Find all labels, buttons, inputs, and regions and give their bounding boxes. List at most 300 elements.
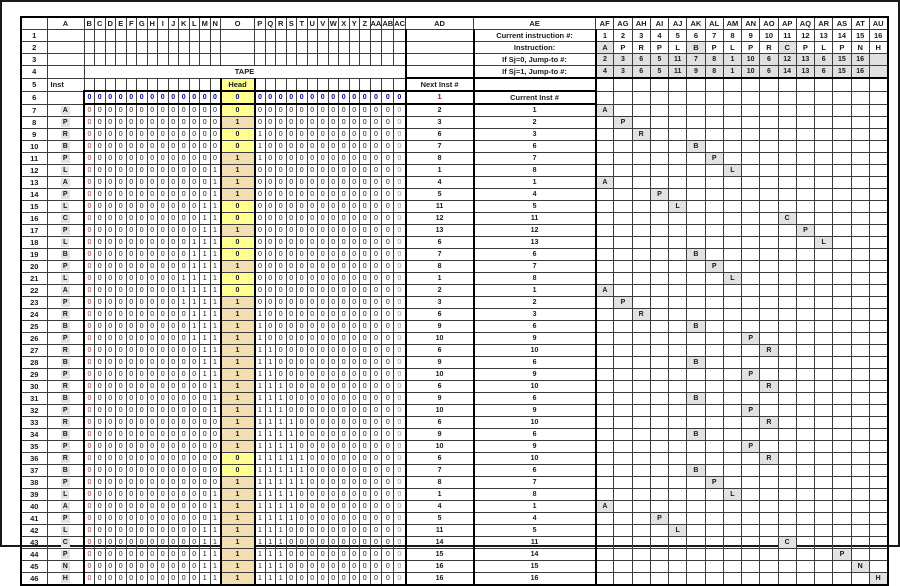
tape-cell[interactable]: 0	[116, 189, 127, 201]
tape-cell[interactable]: 0	[126, 321, 137, 333]
tape-cell[interactable]: 0	[382, 525, 394, 537]
trace-cell[interactable]	[669, 285, 687, 297]
trace-cell[interactable]	[851, 249, 869, 261]
tape-cell[interactable]: 0	[382, 549, 394, 561]
tape-cell[interactable]: 0	[276, 321, 287, 333]
tape-cell[interactable]: 0	[339, 261, 350, 273]
trace-cell[interactable]	[705, 561, 723, 573]
tape-cell[interactable]: 1	[210, 285, 221, 297]
trace-cell[interactable]	[760, 369, 778, 381]
tape-cell[interactable]: 0	[105, 309, 116, 321]
empty-cell[interactable]	[147, 42, 158, 54]
trace-cell[interactable]	[650, 297, 668, 309]
tape-cell[interactable]: 0	[137, 405, 148, 417]
trace-cell[interactable]	[833, 104, 851, 117]
column-header-AT[interactable]: AT	[851, 17, 869, 30]
trace-cell[interactable]	[742, 417, 760, 429]
tape-cell[interactable]: 0	[349, 153, 360, 165]
tape-cell[interactable]: 0	[339, 537, 350, 549]
trace-cell[interactable]	[796, 177, 814, 189]
tape-cell[interactable]: 0	[318, 153, 329, 165]
head-cell[interactable]: 1	[221, 321, 255, 333]
next-inst-cell[interactable]: 8	[406, 261, 474, 273]
tape-cell[interactable]: 0	[382, 117, 394, 129]
trace-cell[interactable]	[596, 297, 614, 309]
tape-cell[interactable]: 1	[265, 465, 276, 477]
inst-cell[interactable]: L	[47, 489, 84, 501]
trace-cell[interactable]	[742, 501, 760, 513]
trace-cell[interactable]	[833, 489, 851, 501]
tape-cell[interactable]: 0	[318, 141, 329, 153]
trace-cell[interactable]	[632, 477, 650, 489]
program-jump1-1[interactable]: 4	[596, 66, 614, 79]
tape-cell[interactable]: 1	[276, 417, 287, 429]
trace-cell[interactable]	[669, 78, 687, 91]
trace-cell[interactable]	[742, 213, 760, 225]
trace-cell[interactable]	[815, 381, 833, 393]
tape-cell[interactable]: 0	[158, 525, 169, 537]
tape-cell[interactable]: 0	[158, 465, 169, 477]
tape-cell[interactable]: 0	[147, 129, 158, 141]
tape-cell[interactable]: 0	[137, 91, 148, 104]
empty-cell[interactable]	[276, 30, 287, 42]
inst-cell[interactable]: P	[47, 225, 84, 237]
tape-cell[interactable]: 0	[276, 249, 287, 261]
trace-cell[interactable]	[851, 393, 869, 405]
tape-cell[interactable]: 0	[382, 573, 394, 586]
empty-cell[interactable]	[105, 30, 116, 42]
empty-cell[interactable]	[349, 42, 360, 54]
tape-cell[interactable]: 0	[276, 117, 287, 129]
tape-cell[interactable]: 0	[370, 417, 382, 429]
trace-cell[interactable]: B	[687, 321, 705, 333]
tape-cell[interactable]: 0	[297, 345, 308, 357]
tape-cell[interactable]: 0	[137, 489, 148, 501]
tape-cell[interactable]: 0	[84, 225, 95, 237]
tape-cell[interactable]: 0	[318, 513, 329, 525]
next-inst-cell[interactable]: 6	[406, 381, 474, 393]
next-inst-cell[interactable]: 6	[406, 453, 474, 465]
trace-cell[interactable]	[778, 381, 796, 393]
trace-cell[interactable]	[650, 405, 668, 417]
head-cell[interactable]: 0	[221, 141, 255, 153]
tape-cell[interactable]: 0	[328, 441, 339, 453]
head-cell[interactable]: 1	[221, 417, 255, 429]
tape-cell[interactable]: 0	[339, 405, 350, 417]
column-header-P[interactable]: P	[255, 17, 266, 30]
trace-cell[interactable]	[632, 213, 650, 225]
tape-cell[interactable]: 0	[328, 321, 339, 333]
tape-cell[interactable]: 1	[276, 441, 287, 453]
tape-cell[interactable]: 0	[307, 537, 318, 549]
tape-cell[interactable]: 0	[370, 213, 382, 225]
tape-cell[interactable]: 0	[84, 201, 95, 213]
trace-cell[interactable]	[869, 561, 887, 573]
trace-cell[interactable]	[869, 129, 887, 141]
tape-cell[interactable]: 0	[95, 417, 106, 429]
trace-cell[interactable]	[705, 91, 723, 104]
empty-cell[interactable]	[137, 78, 148, 91]
tape-cell[interactable]: 0	[297, 189, 308, 201]
trace-cell[interactable]	[796, 249, 814, 261]
trace-cell[interactable]	[869, 321, 887, 333]
trace-cell[interactable]	[632, 345, 650, 357]
empty-cell[interactable]	[370, 42, 382, 54]
tape-cell[interactable]: 0	[179, 393, 190, 405]
trace-cell[interactable]	[796, 549, 814, 561]
trace-cell[interactable]	[851, 513, 869, 525]
tape-cell[interactable]: 0	[179, 117, 190, 129]
tape-cell[interactable]: 0	[349, 537, 360, 549]
empty-cell[interactable]	[179, 42, 190, 54]
trace-cell[interactable]	[650, 345, 668, 357]
trace-cell[interactable]	[833, 201, 851, 213]
empty-cell[interactable]	[297, 54, 308, 66]
tape-cell[interactable]: 0	[95, 201, 106, 213]
tape-cell[interactable]: 0	[158, 549, 169, 561]
tape-cell[interactable]: 0	[116, 537, 127, 549]
empty-cell[interactable]	[286, 30, 297, 42]
tape-cell[interactable]: 1	[276, 513, 287, 525]
trace-cell[interactable]	[723, 429, 741, 441]
tape-cell[interactable]: 0	[370, 549, 382, 561]
tape-cell[interactable]: 0	[394, 225, 406, 237]
tape-cell[interactable]: 0	[394, 573, 406, 586]
tape-cell[interactable]: 0	[95, 405, 106, 417]
program-jump0-8[interactable]: 1	[723, 54, 741, 66]
row-header-11[interactable]: 11	[21, 153, 47, 165]
tape-cell[interactable]: 0	[179, 225, 190, 237]
tape-cell[interactable]: 0	[297, 165, 308, 177]
program-jump0-13[interactable]: 6	[815, 54, 833, 66]
tape-cell[interactable]: 0	[297, 441, 308, 453]
tape-cell[interactable]: 1	[255, 477, 266, 489]
tape-cell[interactable]: 0	[307, 417, 318, 429]
tape-cell[interactable]: 0	[339, 213, 350, 225]
program-jump1-13[interactable]: 6	[815, 66, 833, 79]
tape-cell[interactable]: 0	[349, 333, 360, 345]
column-header-AE[interactable]: AE	[474, 17, 596, 30]
tape-cell[interactable]: 0	[394, 117, 406, 129]
tape-cell[interactable]: 0	[394, 273, 406, 285]
tape-cell[interactable]: 0	[189, 525, 200, 537]
tape-cell[interactable]: 0	[179, 237, 190, 249]
tape-cell[interactable]: 0	[318, 477, 329, 489]
tape-cell[interactable]: 0	[95, 261, 106, 273]
tape-cell[interactable]: 0	[168, 177, 179, 189]
tape-cell[interactable]: 0	[255, 177, 266, 189]
tape-cell[interactable]: 0	[265, 117, 276, 129]
current-inst-cell[interactable]: 13	[474, 237, 596, 249]
tape-cell[interactable]: 0	[95, 477, 106, 489]
trace-cell[interactable]	[687, 561, 705, 573]
trace-cell[interactable]	[760, 201, 778, 213]
trace-cell[interactable]	[632, 453, 650, 465]
empty-cell[interactable]	[105, 78, 116, 91]
trace-cell[interactable]	[669, 573, 687, 586]
tape-cell[interactable]: 0	[276, 141, 287, 153]
tape-cell[interactable]: 0	[349, 273, 360, 285]
trace-cell[interactable]	[815, 357, 833, 369]
empty-cell[interactable]	[221, 30, 255, 42]
tape-cell[interactable]: 0	[286, 393, 297, 405]
tape-cell[interactable]: 1	[255, 405, 266, 417]
tape-cell[interactable]: 0	[189, 91, 200, 104]
trace-cell[interactable]	[650, 489, 668, 501]
trace-cell[interactable]	[833, 189, 851, 201]
trace-cell[interactable]	[742, 381, 760, 393]
tape-cell[interactable]: 0	[105, 273, 116, 285]
tape-cell[interactable]: 1	[200, 261, 211, 273]
tape-cell[interactable]: 0	[168, 153, 179, 165]
trace-cell[interactable]	[669, 249, 687, 261]
trace-cell[interactable]	[596, 153, 614, 165]
tape-cell[interactable]: 1	[255, 501, 266, 513]
tape-cell[interactable]: 0	[126, 165, 137, 177]
tape-cell[interactable]: 0	[297, 249, 308, 261]
tape-cell[interactable]: 0	[286, 333, 297, 345]
trace-cell[interactable]	[760, 129, 778, 141]
trace-cell[interactable]: P	[742, 369, 760, 381]
tape-cell[interactable]: 0	[95, 393, 106, 405]
row-header-5[interactable]: 5	[21, 78, 47, 91]
tape-cell[interactable]: 0	[84, 104, 95, 117]
tape-cell[interactable]: 1	[210, 321, 221, 333]
trace-cell[interactable]	[778, 91, 796, 104]
tape-cell[interactable]: 0	[370, 309, 382, 321]
program-jump0-12[interactable]: 13	[796, 54, 814, 66]
column-header-A[interactable]: A	[47, 17, 84, 30]
cell-AE5[interactable]	[474, 78, 596, 91]
tape-cell[interactable]: 0	[328, 465, 339, 477]
inst-cell[interactable]: P	[47, 549, 84, 561]
trace-cell[interactable]	[851, 357, 869, 369]
tape-cell[interactable]: 0	[318, 369, 329, 381]
tape-cell[interactable]: 0	[210, 117, 221, 129]
empty-cell[interactable]	[116, 78, 127, 91]
tape-cell[interactable]: 0	[370, 237, 382, 249]
tape-cell[interactable]: 0	[158, 381, 169, 393]
trace-cell[interactable]	[705, 345, 723, 357]
tape-cell[interactable]: 0	[307, 441, 318, 453]
tape-cell[interactable]: 0	[328, 213, 339, 225]
tape-cell[interactable]: 0	[349, 249, 360, 261]
next-inst-cell[interactable]: 6	[406, 417, 474, 429]
tape-cell[interactable]: 0	[116, 477, 127, 489]
tape-cell[interactable]: 0	[297, 381, 308, 393]
empty-cell[interactable]	[95, 30, 106, 42]
tape-cell[interactable]: 0	[116, 177, 127, 189]
tape-cell[interactable]: 0	[116, 201, 127, 213]
trace-cell[interactable]	[869, 141, 887, 153]
tape-cell[interactable]: 1	[200, 357, 211, 369]
inst-cell[interactable]: P	[47, 117, 84, 129]
trace-cell[interactable]	[650, 417, 668, 429]
tape-cell[interactable]: 1	[210, 369, 221, 381]
tape-cell[interactable]: 1	[200, 537, 211, 549]
trace-cell[interactable]	[760, 333, 778, 345]
program-jump0-3[interactable]: 6	[632, 54, 650, 66]
tape-cell[interactable]: 1	[210, 273, 221, 285]
tape-cell[interactable]: 0	[349, 453, 360, 465]
empty-cell[interactable]	[328, 30, 339, 42]
row-header-12[interactable]: 12	[21, 165, 47, 177]
tape-cell[interactable]: 0	[116, 501, 127, 513]
tape-cell[interactable]: 0	[126, 297, 137, 309]
tape-cell[interactable]: 0	[382, 153, 394, 165]
tape-cell[interactable]: 0	[394, 501, 406, 513]
tape-cell[interactable]: 0	[255, 201, 266, 213]
trace-cell[interactable]	[851, 213, 869, 225]
tape-cell[interactable]: 0	[382, 441, 394, 453]
tape-cell[interactable]: 0	[179, 249, 190, 261]
current-inst-cell[interactable]: 3	[474, 129, 596, 141]
tape-cell[interactable]: 0	[349, 465, 360, 477]
tape-cell[interactable]: 0	[265, 309, 276, 321]
trace-cell[interactable]	[669, 129, 687, 141]
tape-cell[interactable]: 0	[382, 141, 394, 153]
trace-cell[interactable]	[596, 405, 614, 417]
trace-cell[interactable]	[815, 104, 833, 117]
tape-cell[interactable]: 0	[168, 225, 179, 237]
tape-cell[interactable]: 0	[189, 177, 200, 189]
trace-cell[interactable]	[723, 573, 741, 586]
column-header-Y[interactable]: Y	[349, 17, 360, 30]
tape-cell[interactable]: 0	[382, 369, 394, 381]
tape-cell[interactable]: 0	[179, 357, 190, 369]
inst-cell[interactable]: N	[47, 561, 84, 573]
trace-cell[interactable]	[833, 429, 851, 441]
inst-cell[interactable]: L	[47, 165, 84, 177]
tape-cell[interactable]: 0	[116, 381, 127, 393]
empty-cell[interactable]	[189, 78, 200, 91]
tape-cell[interactable]: 1	[200, 213, 211, 225]
empty-cell[interactable]	[147, 54, 158, 66]
tape-cell[interactable]: 0	[307, 489, 318, 501]
trace-cell[interactable]	[596, 201, 614, 213]
tape-cell[interactable]: 0	[147, 429, 158, 441]
tape-cell[interactable]: 0	[382, 345, 394, 357]
tape-cell[interactable]: 1	[276, 405, 287, 417]
current-inst-cell[interactable]: 7	[474, 477, 596, 489]
tape-cell[interactable]: 0	[349, 393, 360, 405]
program-instruction-13[interactable]: L	[815, 42, 833, 54]
tape-cell[interactable]: 0	[307, 117, 318, 129]
program-number-13[interactable]: 13	[815, 30, 833, 42]
tape-cell[interactable]: 0	[189, 189, 200, 201]
tape-cell[interactable]: 1	[210, 573, 221, 586]
trace-cell[interactable]	[687, 501, 705, 513]
tape-cell[interactable]: 0	[339, 573, 350, 586]
tape-cell[interactable]: 1	[200, 225, 211, 237]
trace-cell[interactable]	[760, 104, 778, 117]
tape-cell[interactable]: 1	[210, 237, 221, 249]
tape-cell[interactable]: 1	[210, 513, 221, 525]
tape-cell[interactable]: 0	[179, 333, 190, 345]
trace-cell[interactable]	[632, 549, 650, 561]
tape-cell[interactable]: 0	[328, 177, 339, 189]
head-cell[interactable]: 0	[221, 453, 255, 465]
cell-AD1[interactable]	[406, 30, 474, 42]
tape-cell[interactable]: 0	[360, 297, 371, 309]
tape-cell[interactable]: 0	[276, 357, 287, 369]
trace-cell[interactable]	[851, 165, 869, 177]
trace-cell[interactable]	[869, 153, 887, 165]
next-inst-cell[interactable]: 2	[406, 285, 474, 297]
tape-cell[interactable]: 0	[307, 309, 318, 321]
trace-cell[interactable]	[815, 549, 833, 561]
trace-cell[interactable]	[723, 465, 741, 477]
row-header-45[interactable]: 45	[21, 561, 47, 573]
tape-cell[interactable]: 0	[307, 381, 318, 393]
row-header-25[interactable]: 25	[21, 321, 47, 333]
trace-cell[interactable]	[723, 381, 741, 393]
trace-cell[interactable]	[869, 441, 887, 453]
tape-cell[interactable]: 0	[147, 141, 158, 153]
trace-cell[interactable]	[596, 549, 614, 561]
tape-cell[interactable]: 0	[137, 537, 148, 549]
program-instruction-10[interactable]: R	[760, 42, 778, 54]
current-inst-cell[interactable]: 4	[474, 513, 596, 525]
tape-cell[interactable]: 0	[158, 489, 169, 501]
empty-cell[interactable]	[255, 54, 266, 66]
tape-cell[interactable]: 0	[116, 165, 127, 177]
empty-cell[interactable]	[297, 78, 308, 91]
tape-cell[interactable]: 0	[84, 561, 95, 573]
head-cell[interactable]: 0	[221, 285, 255, 297]
tape-cell[interactable]: 0	[158, 453, 169, 465]
current-inst-cell[interactable]: 7	[474, 153, 596, 165]
tape-cell[interactable]: 0	[360, 441, 371, 453]
trace-cell[interactable]	[760, 91, 778, 104]
tape-cell[interactable]: 0	[126, 285, 137, 297]
tape-cell[interactable]: 0	[339, 104, 350, 117]
trace-cell[interactable]	[760, 477, 778, 489]
tape-cell[interactable]: 0	[105, 189, 116, 201]
trace-cell[interactable]	[851, 153, 869, 165]
column-header-Z[interactable]: Z	[360, 17, 371, 30]
tape-cell[interactable]: 0	[126, 225, 137, 237]
current-inst-cell[interactable]: 8	[474, 273, 596, 285]
trace-cell[interactable]	[723, 104, 741, 117]
tape-cell[interactable]: 0	[328, 129, 339, 141]
trace-cell[interactable]	[742, 345, 760, 357]
tape-cell[interactable]: 0	[126, 477, 137, 489]
cell-A4[interactable]	[47, 66, 84, 79]
trace-cell[interactable]: A	[596, 501, 614, 513]
tape-cell[interactable]: 0	[147, 273, 158, 285]
tape-cell[interactable]: 0	[179, 549, 190, 561]
next-inst-cell[interactable]: 6	[406, 309, 474, 321]
trace-cell[interactable]	[705, 465, 723, 477]
trace-cell[interactable]: C	[778, 537, 796, 549]
tape-cell[interactable]: 0	[328, 91, 339, 104]
tape-cell[interactable]: 0	[116, 273, 127, 285]
tape-cell[interactable]: 1	[276, 429, 287, 441]
program-instruction-12[interactable]: P	[796, 42, 814, 54]
trace-cell[interactable]	[760, 165, 778, 177]
trace-cell[interactable]	[760, 285, 778, 297]
tape-cell[interactable]: 0	[137, 465, 148, 477]
trace-cell[interactable]	[687, 345, 705, 357]
tape-cell[interactable]: 0	[84, 309, 95, 321]
tape-cell[interactable]: 1	[200, 273, 211, 285]
trace-cell[interactable]	[815, 225, 833, 237]
tape-cell[interactable]: 0	[394, 513, 406, 525]
trace-cell[interactable]	[778, 273, 796, 285]
next-inst-cell[interactable]: 5	[406, 189, 474, 201]
empty-cell[interactable]	[394, 30, 406, 42]
